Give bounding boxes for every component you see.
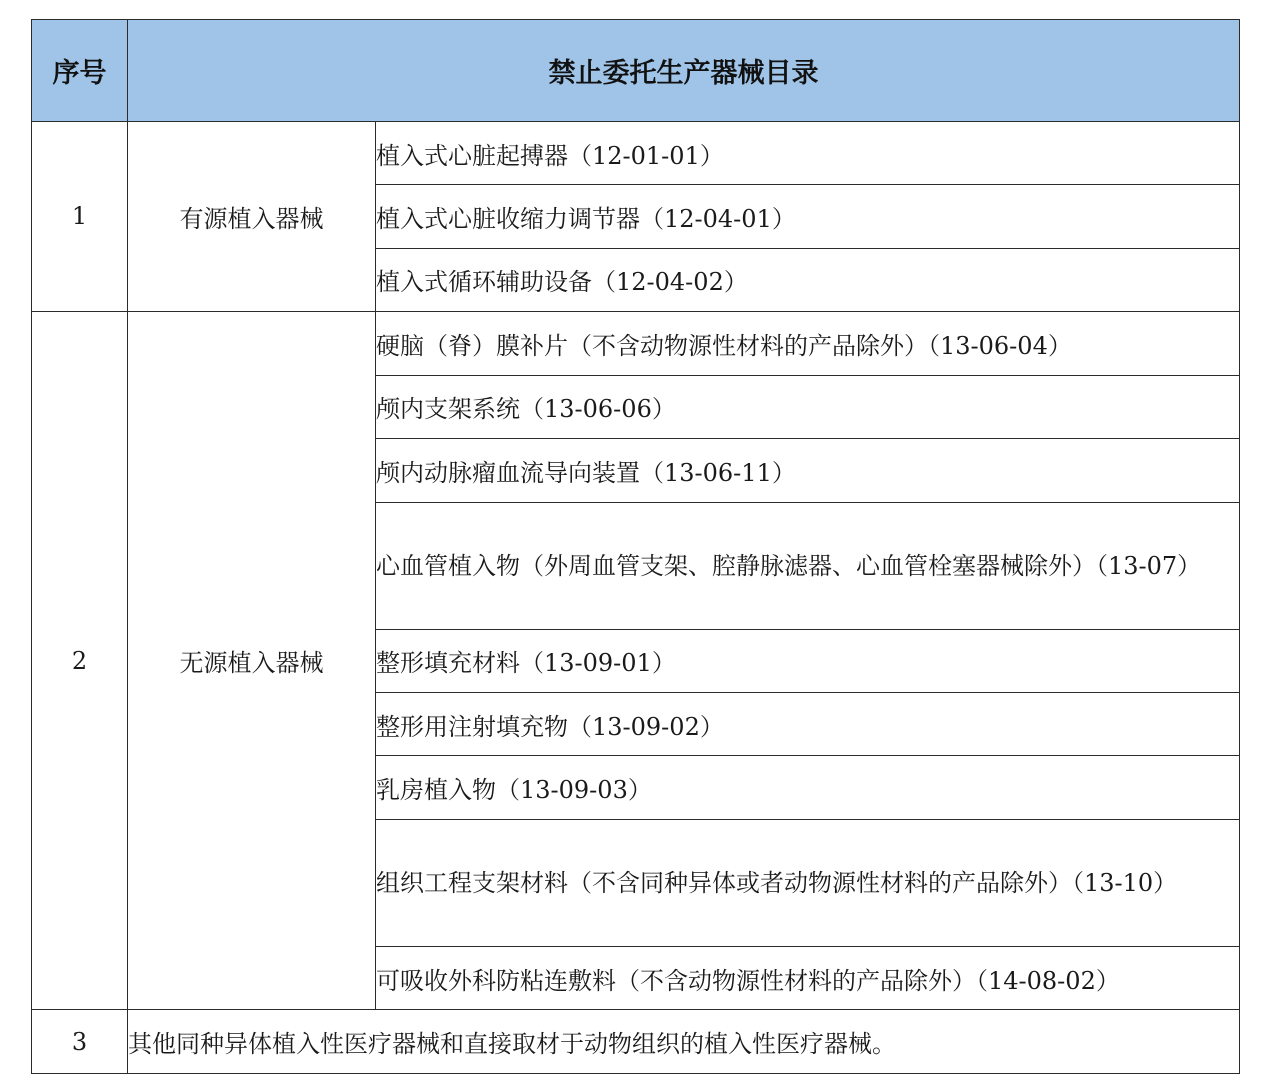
group-2-item: 颅内支架系统（13-06-06） (376, 375, 1240, 438)
group-2-number: 2 (32, 312, 128, 1010)
group-2-category: 无源植入器械 (128, 312, 376, 1010)
header-title: 禁止委托生产器械目录 (128, 20, 1240, 122)
group-2-item: 可吸收外科防粘连敷料（不含动物源性材料的产品除外）（14-08-02） (376, 946, 1240, 1009)
group-1-number: 1 (32, 121, 128, 311)
header-serial-number: 序号 (32, 20, 128, 122)
group-2-item: 心血管植入物（外周血管支架、腔静脉滤器、心血管栓塞器械除外）（13-07） (376, 502, 1240, 629)
prohibited-device-catalog-table (31, 19, 1240, 1074)
group-1-item: 植入式心脏起搏器（12-01-01） (376, 121, 1240, 184)
group-1-category: 有源植入器械 (128, 121, 376, 311)
table-row (32, 121, 1240, 184)
table-row (32, 1010, 1240, 1074)
group-2-item: 整形填充材料（13-09-01） (376, 629, 1240, 692)
group-2-item: 颅内动脉瘤血流导向装置（13-06-11） (376, 439, 1240, 502)
group-3-description: 其他同种异体植入性医疗器械和直接取材于动物组织的植入性医疗器械。 (128, 1010, 1240, 1074)
group-1-item: 植入式循环辅助设备（12-04-02） (376, 248, 1240, 311)
group-3-number: 3 (32, 1010, 128, 1074)
group-2-item: 硬脑（脊）膜补片（不含动物源性材料的产品除外）（13-06-04） (376, 312, 1240, 375)
group-2-item: 整形用注射填充物（13-09-02） (376, 693, 1240, 756)
group-2-item: 乳房植入物（13-09-03） (376, 756, 1240, 819)
group-2-item: 组织工程支架材料（不含同种异体或者动物源性材料的产品除外）（13-10） (376, 819, 1240, 946)
group-1-item: 植入式心脏收缩力调节器（12-04-01） (376, 185, 1240, 248)
table-header-row (32, 20, 1240, 122)
table-row (32, 312, 1240, 375)
